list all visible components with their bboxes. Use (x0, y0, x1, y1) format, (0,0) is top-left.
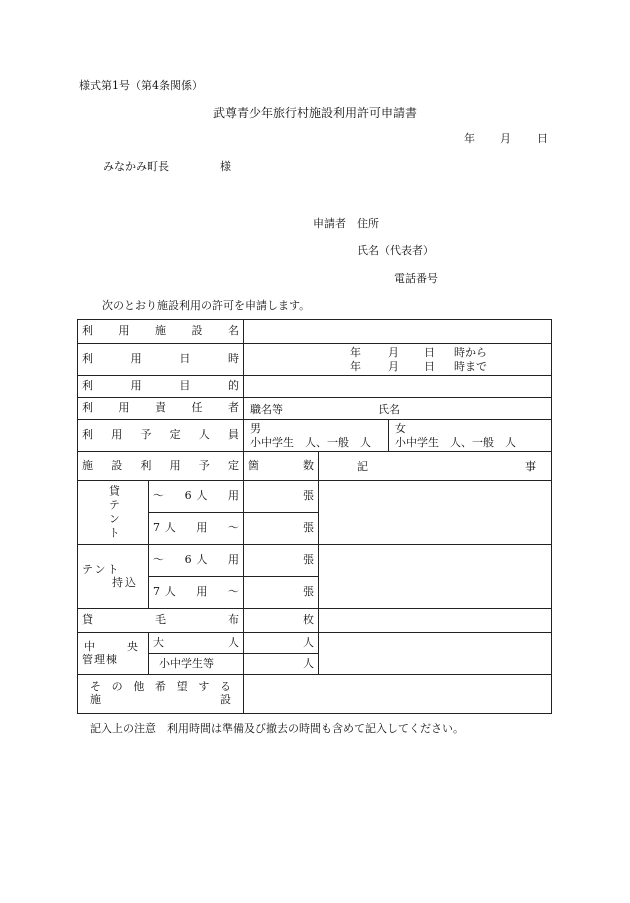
dt-from-month: 月 (388, 346, 399, 359)
blanket-label: 貸毛布 (78, 609, 244, 633)
other-label (78, 675, 244, 714)
dt-to-month: 月 (388, 360, 399, 373)
adults-label: 大人 (149, 633, 244, 654)
male-counts[interactable]: 小中学生 人、一般 人 (250, 436, 371, 449)
own-small-count[interactable]: 張 (244, 545, 319, 577)
own-tent-line-2: 持込 (112, 575, 138, 589)
rental-tent-notes[interactable] (319, 481, 552, 545)
other-field[interactable] (244, 675, 552, 714)
responsible-label: 利用責任者 (78, 398, 244, 420)
notes-header (319, 452, 552, 481)
rental-small-count[interactable]: 張 (244, 481, 319, 513)
count-header: 箇数 (244, 452, 319, 481)
blanket-count[interactable]: 枚 (244, 609, 319, 633)
rental-tent-text: 貸テント (107, 484, 121, 541)
footer-note: 記入上の注意 利用時間は準備及び撤去の時間も含めて記入してください。 (90, 722, 464, 735)
date-day[interactable]: 日 (537, 132, 548, 145)
datetime-field[interactable] (244, 344, 552, 376)
application-table (77, 319, 552, 714)
own-tent-line-1: テント (82, 562, 121, 576)
own-tent-notes[interactable] (319, 545, 552, 609)
facility-label: 利用施設名 (78, 320, 244, 344)
plan-header: 施設利用予定 (78, 452, 244, 481)
resp-name-label: 氏名 (378, 403, 400, 416)
applicant-phone-label[interactable]: 電話番号 (394, 272, 438, 285)
row-other (78, 675, 552, 714)
addressee-name: みなかみ町長 (103, 160, 169, 173)
blanket-notes[interactable] (319, 609, 552, 633)
row-planned (78, 420, 552, 452)
responsible-field[interactable] (244, 398, 552, 420)
male-label: 男 (250, 422, 261, 435)
own-large-count[interactable]: 張 (244, 577, 319, 609)
notes-header-ki: 記 (357, 460, 368, 473)
row-central-adults (78, 633, 552, 654)
facility-field[interactable] (244, 320, 552, 344)
notes-header-ji: 事 (525, 460, 536, 473)
applicant-name-label[interactable]: 氏名（代表者） (357, 244, 434, 257)
purpose-field[interactable] (244, 376, 552, 398)
applicant-address-label[interactable]: 住所 (357, 217, 379, 230)
applicant-label: 申請者 (313, 217, 346, 230)
planned-divider (388, 420, 389, 452)
female-counts[interactable]: 小中学生 人、一般 人 (395, 436, 516, 449)
planned-label: 利用予定人員 (78, 420, 244, 452)
female-label: 女 (395, 422, 406, 435)
addressee-honorific: 様 (220, 160, 231, 173)
central-label (78, 633, 149, 675)
row-facility (78, 320, 552, 344)
row-own-tent-small (78, 545, 552, 577)
central-notes[interactable] (319, 633, 552, 675)
row-responsible (78, 398, 552, 420)
central-line-2: 管理棟 (82, 652, 118, 666)
rental-7-plus: 7人 用 ～ (149, 513, 244, 545)
row-blanket (78, 609, 552, 633)
form-number: 様式第1号（第4条関係） (79, 79, 203, 92)
students-count[interactable]: 人 (244, 654, 319, 675)
row-plan-header (78, 452, 552, 481)
dt-from-year: 年 (350, 346, 361, 359)
dt-to-label: 時まで (454, 360, 487, 373)
students-label: 小中学生等 (149, 654, 244, 675)
dt-from-day: 日 (424, 346, 435, 359)
own-up-to-6: ～ 6人 用 (149, 545, 244, 577)
row-rental-tent-small (78, 481, 552, 513)
rental-up-to-6: ～ 6人 用 (149, 481, 244, 513)
date-month[interactable]: 月 (500, 132, 511, 145)
page-title: 武尊青少年旅行村施設利用許可申請書 (213, 106, 418, 120)
datetime-label: 利用日時 (78, 344, 244, 376)
adults-count[interactable]: 人 (244, 633, 319, 654)
own-tent-label (78, 545, 149, 609)
row-purpose (78, 376, 552, 398)
other-line-2: 施設 (90, 693, 231, 706)
other-line-1: その他希望する (90, 680, 231, 694)
intro-text: 次のとおり施設利用の許可を申請します。 (102, 299, 311, 312)
row-datetime (78, 344, 552, 376)
purpose-label: 利用目的 (78, 376, 244, 398)
position-label: 職名等 (250, 403, 283, 416)
date-year[interactable]: 年 (464, 132, 475, 145)
dt-from-label: 時から (454, 346, 487, 359)
rental-tent-label (78, 481, 149, 545)
rental-large-count[interactable]: 張 (244, 513, 319, 545)
central-line-1: 中央 (84, 639, 138, 653)
dt-to-year: 年 (350, 360, 361, 373)
dt-to-day: 日 (424, 360, 435, 373)
own-7-plus: 7人 用 ～ (149, 577, 244, 609)
planned-field[interactable] (244, 420, 552, 452)
